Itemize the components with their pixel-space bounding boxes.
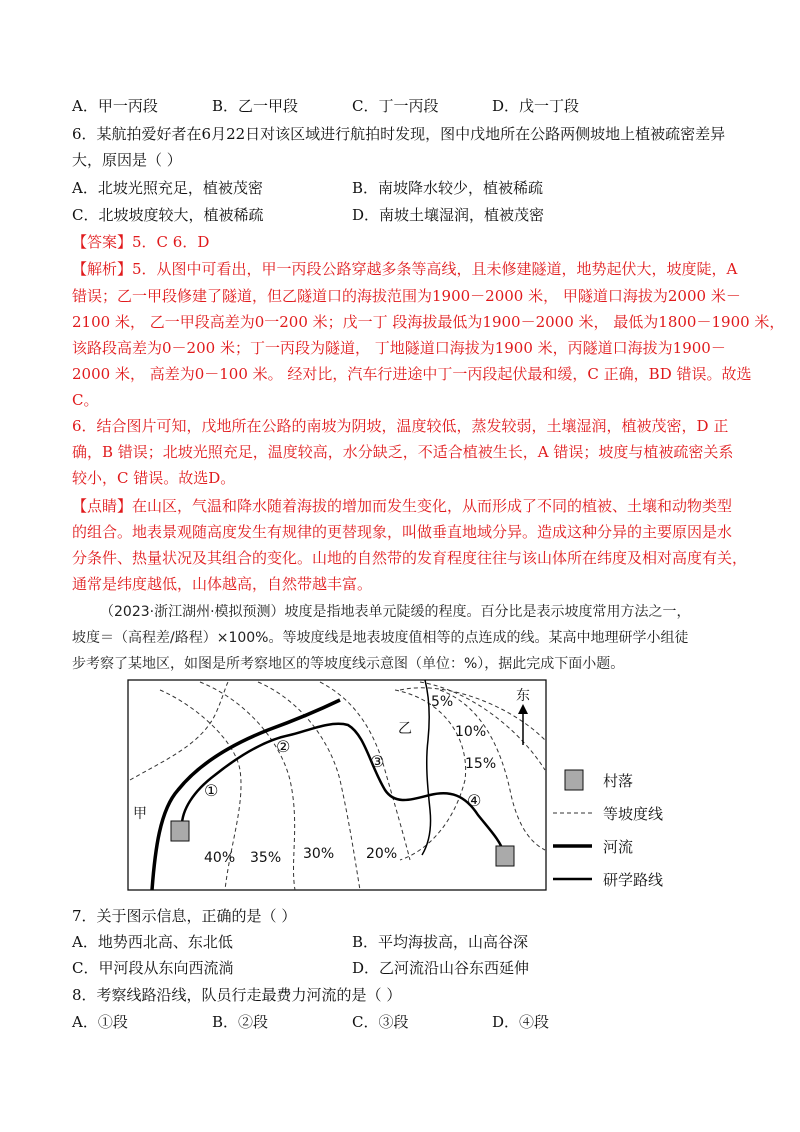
- intro-line-3: 步考察了某地区，如图是所考察地区的等坡度线示意图（单位：%），据此完成下面小题。: [72, 656, 625, 672]
- label-10: 10%: [455, 724, 487, 740]
- label-5: 5%: [431, 694, 454, 710]
- q7-option-a: A．地势西北高、东北低: [72, 933, 233, 951]
- q5-option-a: A．甲一丙段: [72, 97, 158, 115]
- analysis-6-line-3: 较小，C 错误。故选D。: [72, 469, 236, 487]
- legend-slope-label: 等坡度线: [603, 805, 664, 823]
- tip-line-1: 【点睛】在山区，气温和降水随着海拔的增加而发生变化，从而形成了不同的植被、土壤和动物类型: [72, 497, 733, 515]
- slope-line: [130, 682, 228, 780]
- village-marker: [171, 821, 189, 841]
- intro-line-1: （2023·浙江湖州·模拟预测）坡度是指地表单元陡缓的程度。百分比是表示坡度常用方法之一，: [100, 604, 691, 620]
- label-jia: 甲: [133, 806, 147, 822]
- river-yi: [422, 680, 431, 855]
- q6-stem-line-2: 大，原因是（ ）: [72, 151, 182, 169]
- village-marker: [496, 846, 514, 866]
- q5-option-c: C．丁一丙段: [352, 97, 439, 115]
- label-segment-2: ②: [276, 737, 291, 756]
- q6-option-a: A．北坡光照充足，植被茂密: [72, 179, 263, 197]
- analysis-5-line-1: 【解析】5．从图中可看出，甲一丙段公路穿越多条等高线，且未修建隧道，地势起伏大，坡度陡，A: [72, 260, 738, 278]
- slope-line: [320, 682, 410, 860]
- analysis-6-line-1: 6．结合图片可知，戊地所在公路的南坡为阴坡，温度较低，蒸发较弱，土壤湿润，植被茂密，D 正: [72, 417, 729, 435]
- q8-option-b: B．②段: [212, 1013, 269, 1031]
- analysis-6-line-2: 确，B 错误；北坡光照充足，温度较高，水分缺乏，不适合植被生长，A 错误；坡度与植被疏密关系: [72, 443, 734, 461]
- label-east: 东: [516, 688, 530, 704]
- tip-line-4: 通常是纬度越低，山体越高，自然带越丰富。: [72, 575, 373, 593]
- label-20: 20%: [366, 846, 398, 862]
- q7-stem: 7．关于图示信息，正确的是（ ）: [72, 907, 297, 925]
- map-frame: [128, 680, 546, 890]
- tip-line-2: 的组合。地表景观随高度发生有规律的更替现象，叫做垂直地域分异。造成这种分异的主要原因是水: [72, 523, 733, 541]
- q8-option-a: A．①段: [72, 1013, 128, 1031]
- label-yi: 乙: [398, 721, 412, 737]
- q5-option-d: D．戊一丁段: [492, 97, 580, 115]
- answer-line: 【答案】5．C 6．D: [72, 233, 210, 251]
- q6-option-d: D．南坡土壤湿润，植被茂密: [352, 206, 545, 224]
- q7-option-c: C．甲河段从东向西流淌: [72, 959, 234, 977]
- q6-stem-line-1: 6．某航拍爱好者在6月22日对该区域进行航拍时发现，图中戊地所在公路两侧坡地上植被疏密差异: [72, 125, 726, 143]
- label-15: 15%: [465, 756, 497, 772]
- q7-option-d: D．乙河流沿山谷东西延伸: [352, 959, 530, 977]
- analysis-5-line-2: 错误；乙一甲段修建了隧道，但乙隧道口的海拔范围为1900－2000 米， 甲隧道口海拔为2000 米－: [72, 287, 741, 305]
- analysis-5-line-3: 2100 米， 乙一甲段高差为0一200 米；戊一丁 段海拔最低为1900－2000 米， 最低为1800－1900 米，: [72, 313, 785, 331]
- slope-line: [395, 690, 466, 860]
- legend-village-label: 村落: [603, 772, 634, 790]
- q6-option-b: B．南坡降水较少，植被稀疏: [352, 179, 544, 197]
- east-arrow-head: [518, 704, 528, 714]
- label-segment-3: ③: [370, 752, 385, 771]
- analysis-5-line-6: C。: [72, 391, 99, 409]
- q6-option-c: C．北坡坡度较大，植被稀疏: [72, 206, 264, 224]
- label-30: 30%: [303, 846, 335, 862]
- label-35: 35%: [250, 850, 282, 866]
- legend-river-label: 河流: [603, 838, 634, 856]
- analysis-5-line-5: 2000 米， 高差为0－100 米。 经对比，汽车行进途中丁一丙段起伏最和缓，C 正确，BD 错误。故选: [72, 365, 752, 383]
- legend-route-label: 研学路线: [603, 871, 664, 889]
- q5-option-b: B．乙一甲段: [212, 97, 299, 115]
- q8-option-c: C．③段: [352, 1013, 409, 1031]
- label-segment-1: ①: [204, 781, 219, 800]
- tip-line-3: 分条件、热量状况及其组合的变化。山地的自然带的发育程度往往与该山体所在纬度及相对高度有关，: [72, 549, 748, 567]
- q7-option-b: B．平均海拔高，山高谷深: [352, 933, 529, 951]
- q8-option-d: D．④段: [492, 1013, 550, 1031]
- study-route: [182, 724, 505, 855]
- q8-stem: 8．考察线路沿线，队员行走最费力河流的是（ ）: [72, 986, 402, 1004]
- label-40: 40%: [204, 850, 236, 866]
- intro-line-2: 坡度＝（高程差/路程）×100%。等坡度线是地表坡度值相等的点连成的线。某高中地理研学小组徒: [72, 630, 689, 646]
- label-segment-4: ④: [467, 791, 482, 810]
- legend-village-icon: [565, 770, 583, 790]
- analysis-5-line-4: 该路段高差为0－200 米；丁一丙段为隧道， 丁地隧道口海拔为1900 米，丙隧道口海拔为1900－: [72, 339, 726, 357]
